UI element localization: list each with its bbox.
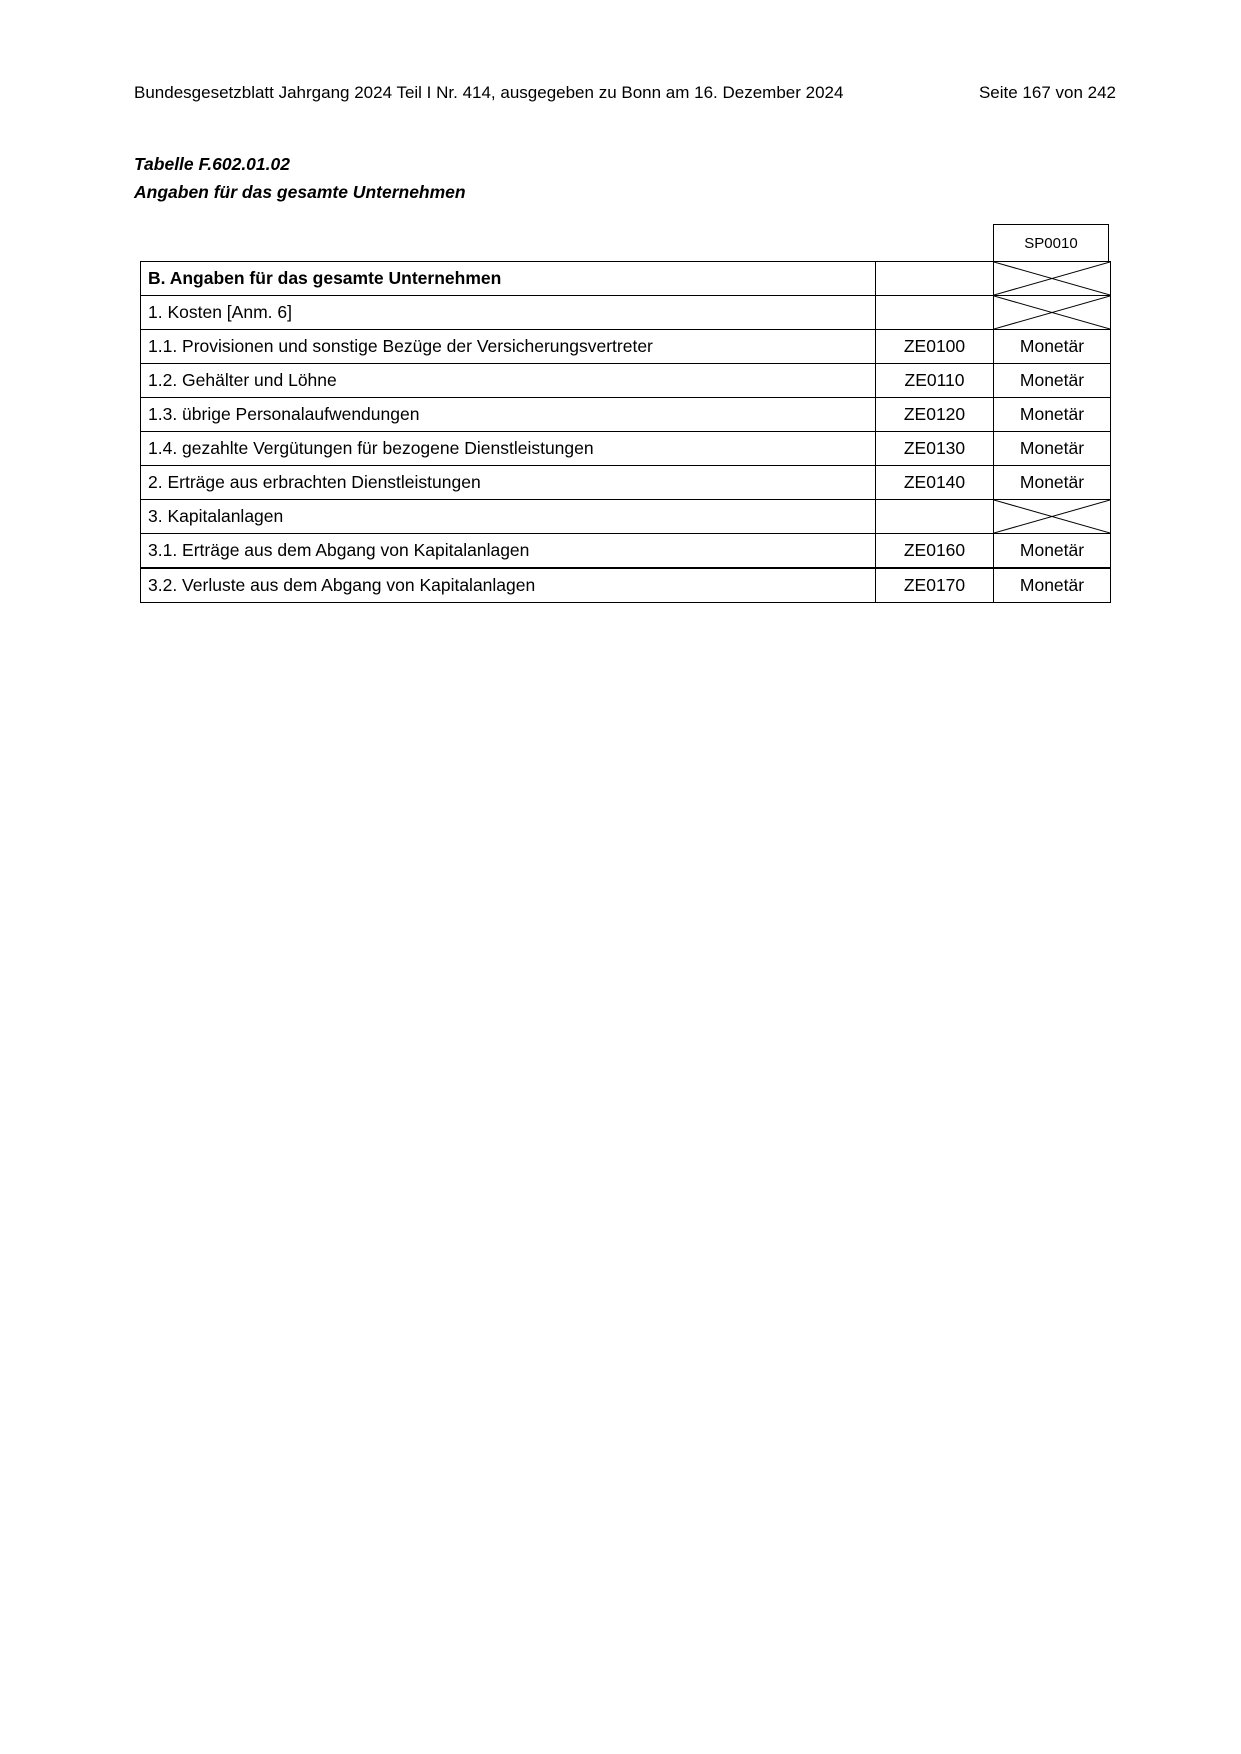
row-code: ZE0140: [876, 466, 994, 500]
row-value: Monetär: [994, 330, 1111, 364]
table-row: [141, 568, 1111, 603]
row-label: 3.1. Erträge aus dem Abgang von Kapitalanlagen: [141, 534, 876, 569]
row-value: Monetär: [994, 398, 1111, 432]
row-value: Monetär: [994, 534, 1111, 569]
table-row: [141, 466, 1111, 500]
row-code: ZE0120: [876, 398, 994, 432]
row-code: ZE0100: [876, 330, 994, 364]
table-row: [141, 398, 1111, 432]
row-value-crossed: [994, 500, 1111, 534]
row-code: ZE0110: [876, 364, 994, 398]
row-label: B. Angaben für das gesamte Unternehmen: [141, 262, 876, 296]
running-head: [134, 82, 1116, 104]
table-row: [141, 262, 1111, 296]
row-label: 1.2. Gehälter und Löhne: [141, 364, 876, 398]
cross-out-icon: [994, 500, 1110, 533]
row-value: Monetär: [994, 466, 1111, 500]
running-head-text: Bundesgesetzblatt Jahrgang 2024 Teil I Nr. 414, ausgegeben zu Bonn am 16. Dezember 2024: [134, 83, 844, 102]
row-label: 3.2. Verluste aus dem Abgang von Kapitalanlagen: [141, 568, 876, 603]
row-code: [876, 296, 994, 330]
cross-out-icon: [994, 296, 1110, 329]
row-label: 1.3. übrige Personalaufwendungen: [141, 398, 876, 432]
row-label: 1. Kosten [Anm. 6]: [141, 296, 876, 330]
table-row: [141, 432, 1111, 466]
row-code: ZE0130: [876, 432, 994, 466]
row-value: Monetär: [994, 568, 1111, 603]
row-value-crossed: [994, 296, 1111, 330]
table-row: [141, 500, 1111, 534]
table-row: [141, 534, 1111, 569]
row-label: 2. Erträge aus erbrachten Dienstleistungen: [141, 466, 876, 500]
row-code: [876, 500, 994, 534]
page-number: Seite 167 von 242: [978, 83, 1116, 102]
row-label: 3. Kapitalanlagen: [141, 500, 876, 534]
table-row: [141, 296, 1111, 330]
row-value-crossed: [994, 262, 1111, 296]
row-value: Monetär: [994, 432, 1111, 466]
row-label: 1.1. Provisionen und sonstige Bezüge der Versicherungsvertreter: [141, 330, 876, 364]
row-code: ZE0160: [876, 534, 994, 569]
row-code: [876, 262, 994, 296]
table-row: [141, 364, 1111, 398]
row-label: 1.4. gezahlte Vergütungen für bezogene Dienstleistungen: [141, 432, 876, 466]
table-title: Tabelle F.602.01.02: [134, 154, 290, 174]
cross-out-icon: [994, 262, 1110, 295]
column-header-sp0010: SP0010: [993, 224, 1109, 262]
table-subtitle: Angaben für das gesamte Unternehmen: [134, 182, 466, 202]
row-code: ZE0170: [876, 568, 994, 603]
data-table: [140, 261, 1111, 603]
table-row: [141, 330, 1111, 364]
row-value: Monetär: [994, 364, 1111, 398]
